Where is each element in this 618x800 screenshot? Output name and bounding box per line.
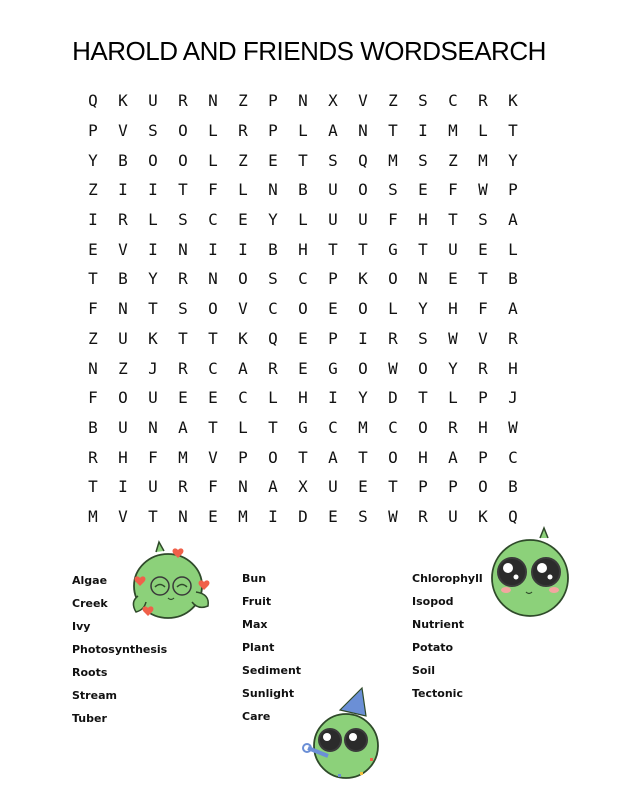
- grid-cell: O: [358, 299, 368, 319]
- grid-cell: A: [448, 447, 458, 467]
- word-list-column-3: [412, 571, 483, 709]
- grid-cell: C: [298, 269, 308, 289]
- grid-cell: R: [448, 417, 458, 437]
- grid-cell: N: [358, 121, 368, 141]
- grid-cell: U: [148, 477, 158, 497]
- grid-cell: I: [358, 328, 368, 348]
- word-list-item: Ivy: [72, 620, 91, 633]
- grid-cell: R: [478, 91, 488, 111]
- grid-cell: L: [478, 121, 488, 141]
- grid-cell: R: [238, 121, 248, 141]
- grid-cell: F: [208, 180, 218, 200]
- grid-cell: P: [418, 477, 428, 497]
- grid-cell: T: [418, 388, 428, 408]
- grid-cell: Y: [508, 150, 518, 170]
- grid-cell: I: [268, 506, 278, 526]
- grid-cell: L: [238, 417, 248, 437]
- word-list-item: Roots: [72, 666, 108, 679]
- grid-cell: G: [328, 358, 338, 378]
- grid-cell: S: [418, 328, 428, 348]
- word-list-item: Soil: [412, 664, 436, 677]
- grid-cell: U: [118, 417, 128, 437]
- grid-cell: Z: [88, 180, 98, 200]
- grid-cell: E: [478, 239, 488, 259]
- grid-cell: B: [88, 417, 98, 437]
- grid-cell: P: [238, 447, 248, 467]
- grid-cell: Z: [118, 358, 128, 378]
- grid-cell: H: [418, 210, 428, 230]
- grid-cell: N: [118, 299, 128, 319]
- word-list-item: Bun: [242, 572, 267, 585]
- grid-cell: H: [298, 388, 308, 408]
- grid-cell: P: [328, 328, 338, 348]
- grid-cell: O: [268, 447, 278, 467]
- grid-cell: O: [118, 388, 128, 408]
- grid-cell: S: [268, 269, 278, 289]
- grid-cell: H: [118, 447, 128, 467]
- grid-cell: T: [208, 417, 218, 437]
- grid-cell: N: [298, 91, 308, 111]
- grid-cell: G: [298, 417, 308, 437]
- grid-cell: N: [178, 506, 188, 526]
- word-list-item: Photosynthesis: [72, 643, 168, 656]
- grid-cell: T: [388, 121, 398, 141]
- grid-cell: E: [88, 239, 98, 259]
- mascot-hearts-icon: [126, 540, 222, 626]
- grid-cell: X: [298, 477, 308, 497]
- word-list-item: Potato: [412, 641, 454, 654]
- grid-cell: Q: [88, 91, 98, 111]
- grid-cell: M: [88, 506, 98, 526]
- grid-cell: V: [238, 299, 248, 319]
- grid-cell: I: [118, 180, 128, 200]
- grid-cell: V: [118, 506, 128, 526]
- grid-cell: G: [388, 239, 398, 259]
- grid-cell: P: [268, 121, 278, 141]
- grid-cell: U: [358, 210, 368, 230]
- grid-cell: C: [508, 447, 518, 467]
- grid-cell: V: [478, 328, 488, 348]
- grid-cell: U: [328, 210, 338, 230]
- page-title: HAROLD AND FRIENDS WORDSEARCH: [72, 36, 546, 66]
- grid-cell: T: [448, 210, 458, 230]
- grid-cell: H: [418, 447, 428, 467]
- grid-cell: N: [88, 358, 98, 378]
- grid-cell: O: [208, 299, 218, 319]
- grid-cell: U: [328, 477, 338, 497]
- grid-cell: W: [388, 506, 398, 526]
- grid-cell: T: [88, 477, 98, 497]
- word-list-item: Algae: [72, 574, 108, 587]
- word-list-item: Isopod: [412, 595, 454, 608]
- grid-cell: E: [238, 210, 248, 230]
- grid-cell: O: [388, 269, 398, 289]
- grid-cell: T: [508, 121, 518, 141]
- grid-cell: C: [268, 299, 278, 319]
- grid-cell: I: [418, 121, 428, 141]
- grid-cell: Y: [148, 269, 158, 289]
- grid-cell: T: [148, 299, 158, 319]
- grid-cell: L: [208, 121, 218, 141]
- grid-cell: K: [478, 506, 488, 526]
- grid-cell: F: [448, 180, 458, 200]
- grid-cell: N: [268, 180, 278, 200]
- word-list-item: Sunlight: [242, 687, 295, 700]
- grid-cell: S: [418, 150, 428, 170]
- grid-cell: K: [358, 269, 368, 289]
- grid-cell: E: [358, 477, 368, 497]
- grid-cell: O: [178, 121, 188, 141]
- grid-cell: T: [358, 239, 368, 259]
- grid-cell: M: [478, 150, 488, 170]
- grid-cell: S: [178, 210, 188, 230]
- grid-cell: T: [88, 269, 98, 289]
- grid-cell: B: [508, 477, 518, 497]
- grid-cell: P: [448, 477, 458, 497]
- grid-cell: F: [208, 477, 218, 497]
- grid-cell: R: [178, 269, 188, 289]
- grid-cell: R: [88, 447, 98, 467]
- grid-cell: L: [148, 210, 158, 230]
- grid-cell: P: [88, 121, 98, 141]
- grid-cell: T: [268, 417, 278, 437]
- word-list-item: Tuber: [72, 712, 107, 725]
- grid-cell: R: [508, 328, 518, 348]
- grid-cell: F: [148, 447, 158, 467]
- grid-cell: N: [208, 91, 218, 111]
- grid-cell: T: [148, 506, 158, 526]
- grid-cell: B: [298, 180, 308, 200]
- grid-cell: A: [328, 447, 338, 467]
- grid-cell: A: [328, 121, 338, 141]
- grid-cell: D: [298, 506, 308, 526]
- grid-cell: C: [448, 91, 458, 111]
- grid-cell: H: [298, 239, 308, 259]
- grid-cell: M: [238, 506, 248, 526]
- grid-cell: I: [148, 239, 158, 259]
- grid-cell: W: [448, 328, 458, 348]
- grid-cell: O: [358, 180, 368, 200]
- grid-cell: A: [268, 477, 278, 497]
- grid-cell: U: [148, 91, 158, 111]
- grid-cell: R: [418, 506, 428, 526]
- grid-cell: T: [178, 180, 188, 200]
- mascot-big-eyes-icon: [484, 526, 580, 622]
- word-list-item: Tectonic: [412, 687, 463, 700]
- grid-cell: T: [208, 328, 218, 348]
- grid-cell: Y: [88, 150, 98, 170]
- grid-cell: O: [178, 150, 188, 170]
- grid-cell: H: [448, 299, 458, 319]
- grid-cell: Y: [358, 388, 368, 408]
- grid-cell: K: [238, 328, 248, 348]
- grid-cell: R: [478, 358, 488, 378]
- grid-cell: Z: [238, 150, 248, 170]
- grid-cell: T: [298, 447, 308, 467]
- grid-cell: U: [448, 239, 458, 259]
- word-list-item: Max: [242, 618, 268, 631]
- grid-cell: N: [418, 269, 428, 289]
- grid-cell: I: [148, 180, 158, 200]
- grid-cell: P: [328, 269, 338, 289]
- grid-cell: E: [328, 506, 338, 526]
- grid-cell: E: [268, 150, 278, 170]
- grid-cell: V: [118, 121, 128, 141]
- grid-cell: Q: [358, 150, 368, 170]
- grid-cell: Y: [418, 299, 428, 319]
- grid-cell: V: [358, 91, 368, 111]
- grid-cell: L: [298, 210, 308, 230]
- grid-cell: F: [88, 299, 98, 319]
- grid-cell: L: [238, 180, 248, 200]
- grid-cell: W: [478, 180, 488, 200]
- grid-cell: O: [238, 269, 248, 289]
- grid-cell: A: [178, 417, 188, 437]
- grid-cell: U: [448, 506, 458, 526]
- letter-grid: [78, 86, 528, 531]
- grid-cell: A: [508, 210, 518, 230]
- grid-cell: O: [418, 417, 428, 437]
- grid-cell: S: [478, 210, 488, 230]
- grid-cell: Y: [268, 210, 278, 230]
- grid-cell: B: [118, 269, 128, 289]
- grid-cell: E: [298, 328, 308, 348]
- grid-cell: N: [148, 417, 158, 437]
- grid-cell: M: [388, 150, 398, 170]
- grid-cell: A: [508, 299, 518, 319]
- grid-cell: Y: [448, 358, 458, 378]
- grid-cell: U: [148, 388, 158, 408]
- word-list-column-2: [242, 571, 301, 732]
- word-list-item: Care: [242, 710, 271, 723]
- grid-cell: E: [178, 388, 188, 408]
- grid-cell: R: [178, 477, 188, 497]
- grid-cell: K: [508, 91, 518, 111]
- grid-cell: L: [388, 299, 398, 319]
- grid-cell: W: [508, 417, 518, 437]
- grid-cell: T: [328, 239, 338, 259]
- grid-cell: F: [88, 388, 98, 408]
- grid-cell: R: [118, 210, 128, 230]
- grid-cell: T: [178, 328, 188, 348]
- grid-cell: C: [388, 417, 398, 437]
- grid-cell: W: [388, 358, 398, 378]
- word-list-item: Plant: [242, 641, 275, 654]
- grid-cell: N: [238, 477, 248, 497]
- grid-cell: S: [418, 91, 428, 111]
- grid-cell: T: [478, 269, 488, 289]
- grid-cell: B: [508, 269, 518, 289]
- grid-cell: V: [118, 239, 128, 259]
- grid-cell: D: [388, 388, 398, 408]
- grid-cell: M: [178, 447, 188, 467]
- grid-cell: T: [388, 477, 398, 497]
- grid-cell: S: [148, 121, 158, 141]
- grid-cell: K: [118, 91, 128, 111]
- grid-cell: S: [388, 180, 398, 200]
- grid-cell: I: [328, 388, 338, 408]
- grid-cell: R: [388, 328, 398, 348]
- grid-cell: C: [208, 358, 218, 378]
- grid-cell: L: [268, 388, 278, 408]
- grid-cell: O: [388, 447, 398, 467]
- grid-cell: T: [358, 447, 368, 467]
- grid-cell: T: [418, 239, 428, 259]
- mascot-party-hat-icon: [300, 686, 392, 782]
- grid-cell: O: [148, 150, 158, 170]
- grid-cell: R: [178, 91, 188, 111]
- grid-cell: O: [298, 299, 308, 319]
- grid-cell: E: [418, 180, 428, 200]
- grid-cell: E: [298, 358, 308, 378]
- grid-cell: E: [208, 506, 218, 526]
- grid-cell: J: [508, 388, 518, 408]
- grid-cell: B: [118, 150, 128, 170]
- grid-cell: O: [478, 477, 488, 497]
- word-list-item: Chlorophyll: [412, 572, 483, 585]
- grid-cell: C: [328, 417, 338, 437]
- grid-cell: P: [508, 180, 518, 200]
- grid-cell: O: [418, 358, 428, 378]
- grid-cell: L: [298, 121, 308, 141]
- grid-cell: I: [88, 210, 98, 230]
- grid-cell: M: [358, 417, 368, 437]
- grid-cell: Z: [448, 150, 458, 170]
- grid-cell: E: [328, 299, 338, 319]
- grid-cell: Z: [88, 328, 98, 348]
- grid-cell: R: [178, 358, 188, 378]
- grid-cell: A: [238, 358, 248, 378]
- grid-cell: I: [208, 239, 218, 259]
- grid-cell: Q: [508, 506, 518, 526]
- grid-cell: I: [238, 239, 248, 259]
- grid-cell: Z: [388, 91, 398, 111]
- grid-cell: S: [178, 299, 188, 319]
- grid-cell: F: [478, 299, 488, 319]
- grid-cell: T: [298, 150, 308, 170]
- grid-cell: U: [118, 328, 128, 348]
- grid-cell: L: [508, 239, 518, 259]
- grid-cell: F: [388, 210, 398, 230]
- word-list-item: Sediment: [242, 664, 302, 677]
- grid-cell: L: [208, 150, 218, 170]
- grid-cell: U: [328, 180, 338, 200]
- grid-cell: B: [268, 239, 278, 259]
- grid-cell: X: [328, 91, 338, 111]
- word-list-item: Creek: [72, 597, 108, 610]
- grid-cell: S: [328, 150, 338, 170]
- grid-cell: P: [478, 388, 488, 408]
- grid-cell: H: [508, 358, 518, 378]
- grid-cell: N: [208, 269, 218, 289]
- word-list-item: Stream: [72, 689, 117, 702]
- grid-cell: V: [208, 447, 218, 467]
- grid-cell: K: [148, 328, 158, 348]
- grid-cell: M: [448, 121, 458, 141]
- word-list-item: Nutrient: [412, 618, 465, 631]
- grid-cell: E: [208, 388, 218, 408]
- grid-cell: I: [118, 477, 128, 497]
- grid-cell: H: [478, 417, 488, 437]
- grid-cell: J: [148, 358, 158, 378]
- grid-cell: S: [358, 506, 368, 526]
- grid-cell: C: [238, 388, 248, 408]
- grid-cell: L: [448, 388, 458, 408]
- grid-cell: Z: [238, 91, 248, 111]
- grid-cell: R: [268, 358, 278, 378]
- grid-cell: C: [208, 210, 218, 230]
- grid-cell: N: [178, 239, 188, 259]
- word-list-item: Fruit: [242, 595, 272, 608]
- grid-cell: O: [358, 358, 368, 378]
- grid-cell: E: [448, 269, 458, 289]
- grid-cell: P: [478, 447, 488, 467]
- grid-cell: Q: [268, 328, 278, 348]
- grid-cell: P: [268, 91, 278, 111]
